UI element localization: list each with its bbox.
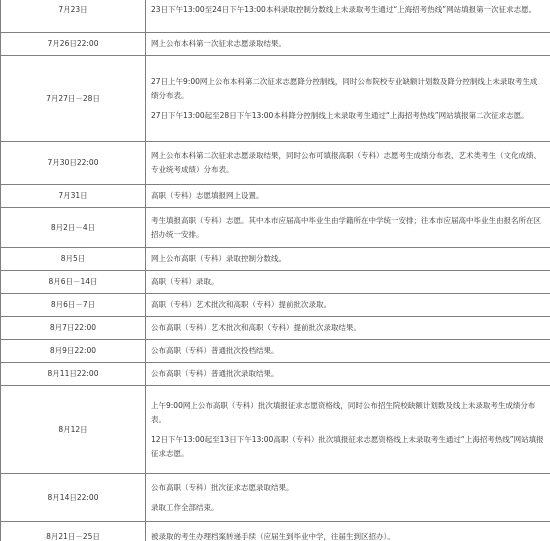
- content-cell: [146, 386, 550, 474]
- table-row: [1, 386, 550, 474]
- content-paragraph: 网上公布高职（专科）录取控制分数线。: [151, 254, 286, 263]
- date-cell: 8月21日－25日: [1, 522, 146, 541]
- content-paragraph: 27日上午9:00网上公布本科第二次征求志愿降分控制线，同时公布院校专业缺额计划数及降分控制线上未录取考生成绩分布表。: [151, 76, 538, 100]
- content-paragraph: 公布高职（专科）艺术批次和高职（专科）提前批次录取结果。: [151, 323, 361, 332]
- content-paragraph: 网上公布本科第一次征求志愿录取结果。: [151, 39, 286, 48]
- date-cell: 8月14日22:00: [1, 474, 146, 522]
- table-row: [1, 56, 550, 142]
- content-cell: [146, 208, 550, 248]
- table-row: [1, 33, 550, 56]
- date-cell: 7月31日: [1, 185, 146, 208]
- schedule-table-body: [1, 0, 550, 541]
- table-row: [1, 271, 550, 294]
- date-cell: 8月12日: [1, 386, 146, 474]
- date-cell: 7月23日: [1, 0, 146, 33]
- content-cell: [146, 522, 550, 541]
- date-cell: 8月7日22:00: [1, 317, 146, 340]
- date-cell: 7月26日22:00: [1, 33, 146, 56]
- table-row: [1, 208, 550, 248]
- date-cell: 8月6日－7日: [1, 294, 146, 317]
- content-paragraph: 录取工作全部结束。: [151, 502, 219, 512]
- date-cell: 8月6日－14日: [1, 271, 146, 294]
- content-paragraph: 高职（专科）艺术批次和高职（专科）提前批次录取。: [151, 300, 331, 309]
- date-cell: 8月9日22:00: [1, 340, 146, 363]
- content-paragraph: 12日下午13:00起至13日下午13:00高职（专科）批次填报征求志愿资格线上未录取考生通过“上海招考热线”网站填报征求志愿。: [151, 434, 544, 458]
- content-cell: [146, 33, 550, 56]
- content-cell: [146, 271, 550, 294]
- content-paragraph: 23日下午13:00至24日下午13:00本科录取控制分数线上未录取考生通过“上海招考热线”网站填报第一次征求志愿。: [151, 4, 537, 14]
- date-cell: 7月27日－28日: [1, 56, 146, 142]
- content-cell: [146, 474, 550, 522]
- content-paragraph: 公布高职（专科）批次征求志愿录取结果。: [151, 482, 294, 492]
- content-cell: [146, 317, 550, 340]
- table-row: [1, 248, 550, 271]
- content-paragraph: 高职（专科）录取。: [151, 277, 219, 286]
- date-cell: 8月11日22:00: [1, 363, 146, 386]
- date-cell: 7月30日22:00: [1, 142, 146, 185]
- date-cell: 8月2日－4日: [1, 208, 146, 248]
- content-cell: [146, 248, 550, 271]
- table-row: [1, 363, 550, 386]
- date-cell: 8月5日: [1, 248, 146, 271]
- table-row: [1, 522, 550, 541]
- content-paragraph: 公布高职（专科）普通批次录取结果。: [151, 369, 279, 378]
- content-paragraph: 高职（专科）志愿填报网上设置。: [151, 191, 264, 200]
- content-paragraph: 公布高职（专科）普通批次投档结果。: [151, 346, 279, 355]
- content-cell: [146, 56, 550, 142]
- content-paragraph: 网上公布本科第二次征求志愿录取结果，同时公布可填报高职（专科）志愿考生成绩分布表、艺术类考生（文化成绩、专业统考成绩）分布表。: [151, 151, 541, 174]
- table-row: [1, 340, 550, 363]
- content-cell: [146, 340, 550, 363]
- content-cell: [146, 142, 550, 185]
- table-row: [1, 0, 550, 33]
- content-cell: [146, 294, 550, 317]
- content-cell: [146, 363, 550, 386]
- table-row: [1, 142, 550, 185]
- content-paragraph: 上午9:00网上公布高职（专科）批次填报征求志愿资格线，同时公布招生院校缺额计划数及线上未录取考生成绩分布表。: [151, 400, 536, 424]
- content-cell: [146, 185, 550, 208]
- content-paragraph: 27日下午13:00起至28日下午13:00本科降分控制线上未录取考生通过“上海招考热线”网站填报第二次征求志愿。: [151, 110, 529, 120]
- content-paragraph: 考生填报高职（专科）志愿。其中本市应届高中毕业生由学籍所在中学统一安排；往本市应届高中毕业生由报名所在区招办统一安排。: [151, 215, 541, 239]
- content-cell: [146, 0, 550, 33]
- table-row: [1, 185, 550, 208]
- table-row: [1, 294, 550, 317]
- content-paragraph: 被录取的考生办理档案转递手续（应届生到毕业中学，往届生到区招办）。: [151, 531, 395, 541]
- table-row: [1, 317, 550, 340]
- table-row: [1, 474, 550, 522]
